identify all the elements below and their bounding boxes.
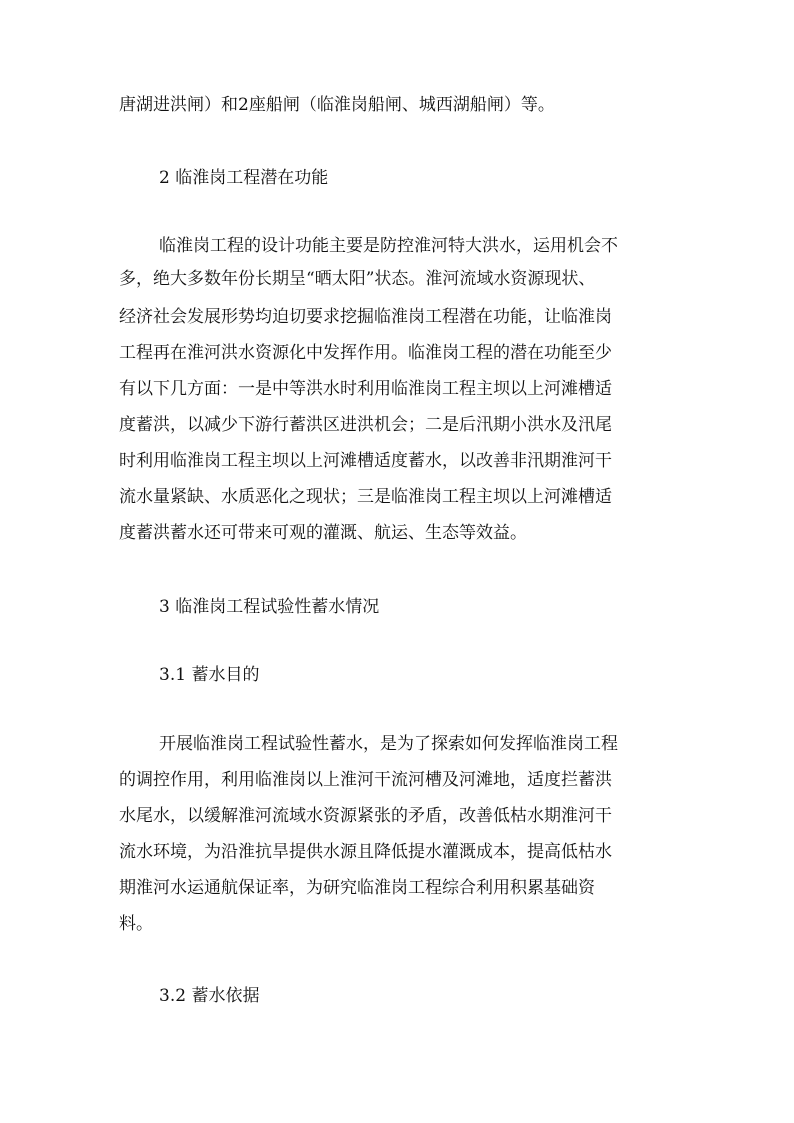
section-3-2-heading: 3.2 蓄水依据 bbox=[159, 986, 260, 1006]
section-3-1-line-5: 期淮河水运通航保证率，为研究临淮岗工程综合利用积累基础资 bbox=[119, 878, 595, 898]
section-2-heading: 2 临淮岗工程潜在功能 bbox=[159, 168, 329, 188]
section-2-line-9: 度蓄洪蓄水还可带来可观的灌溉、航运、生态等效益。 bbox=[119, 523, 527, 543]
section-3-heading: 3 临淮岗工程试验性蓄水情况 bbox=[159, 597, 380, 617]
section-3-1-line-3: 水尾水，以缓解淮河流域水资源紧张的矛盾，改善低枯水期淮河干 bbox=[119, 806, 612, 826]
section-3-1-line-6: 料。 bbox=[119, 914, 153, 934]
section-2-line-4: 工程再在淮河洪水资源化中发挥作用。临淮岗工程的潜在功能至少 bbox=[119, 343, 612, 363]
section-3-1-line-1: 开展临淮岗工程试验性蓄水，是为了探索如何发挥临淮岗工程 bbox=[159, 734, 618, 754]
intro-tail-line: 唐湖进洪闸）和2座船闸（临淮岗船闸、城西湖船闸）等。 bbox=[119, 95, 555, 115]
section-2-line-6: 度蓄洪，以减少下游行蓄洪区进洪机会；二是后汛期小洪水及汛尾 bbox=[119, 415, 612, 435]
section-2-line-1: 临淮岗工程的设计功能主要是防控淮河特大洪水，运用机会不 bbox=[159, 236, 618, 256]
section-2-line-2: 多，绝大多数年份长期呈“晒太阳”状态。淮河流域水资源现状、 bbox=[119, 269, 596, 289]
section-3-1-line-2: 的调控作用，利用临淮岗以上淮河干流河槽及河滩地，适度拦蓄洪 bbox=[119, 770, 612, 790]
section-2-line-7: 时利用临淮岗工程主坝以上河滩槽适度蓄水，以改善非汛期淮河干 bbox=[119, 451, 612, 471]
section-2-line-8: 流水量紧缺、水质恶化之现状；三是临淮岗工程主坝以上河滩槽适 bbox=[119, 487, 612, 507]
section-2-line-3: 经济社会发展形势均迫切要求挖掘临淮岗工程潜在功能，让临淮岗 bbox=[119, 307, 612, 327]
section-2-line-5: 有以下几方面：一是中等洪水时利用临淮岗工程主坝以上河滩槽适 bbox=[119, 379, 612, 399]
section-3-1-line-4: 流水环境，为沿淮抗旱提供水源且降低提水灌溉成本，提高低枯水 bbox=[119, 842, 612, 862]
section-3-1-heading: 3.1 蓄水目的 bbox=[159, 665, 260, 685]
